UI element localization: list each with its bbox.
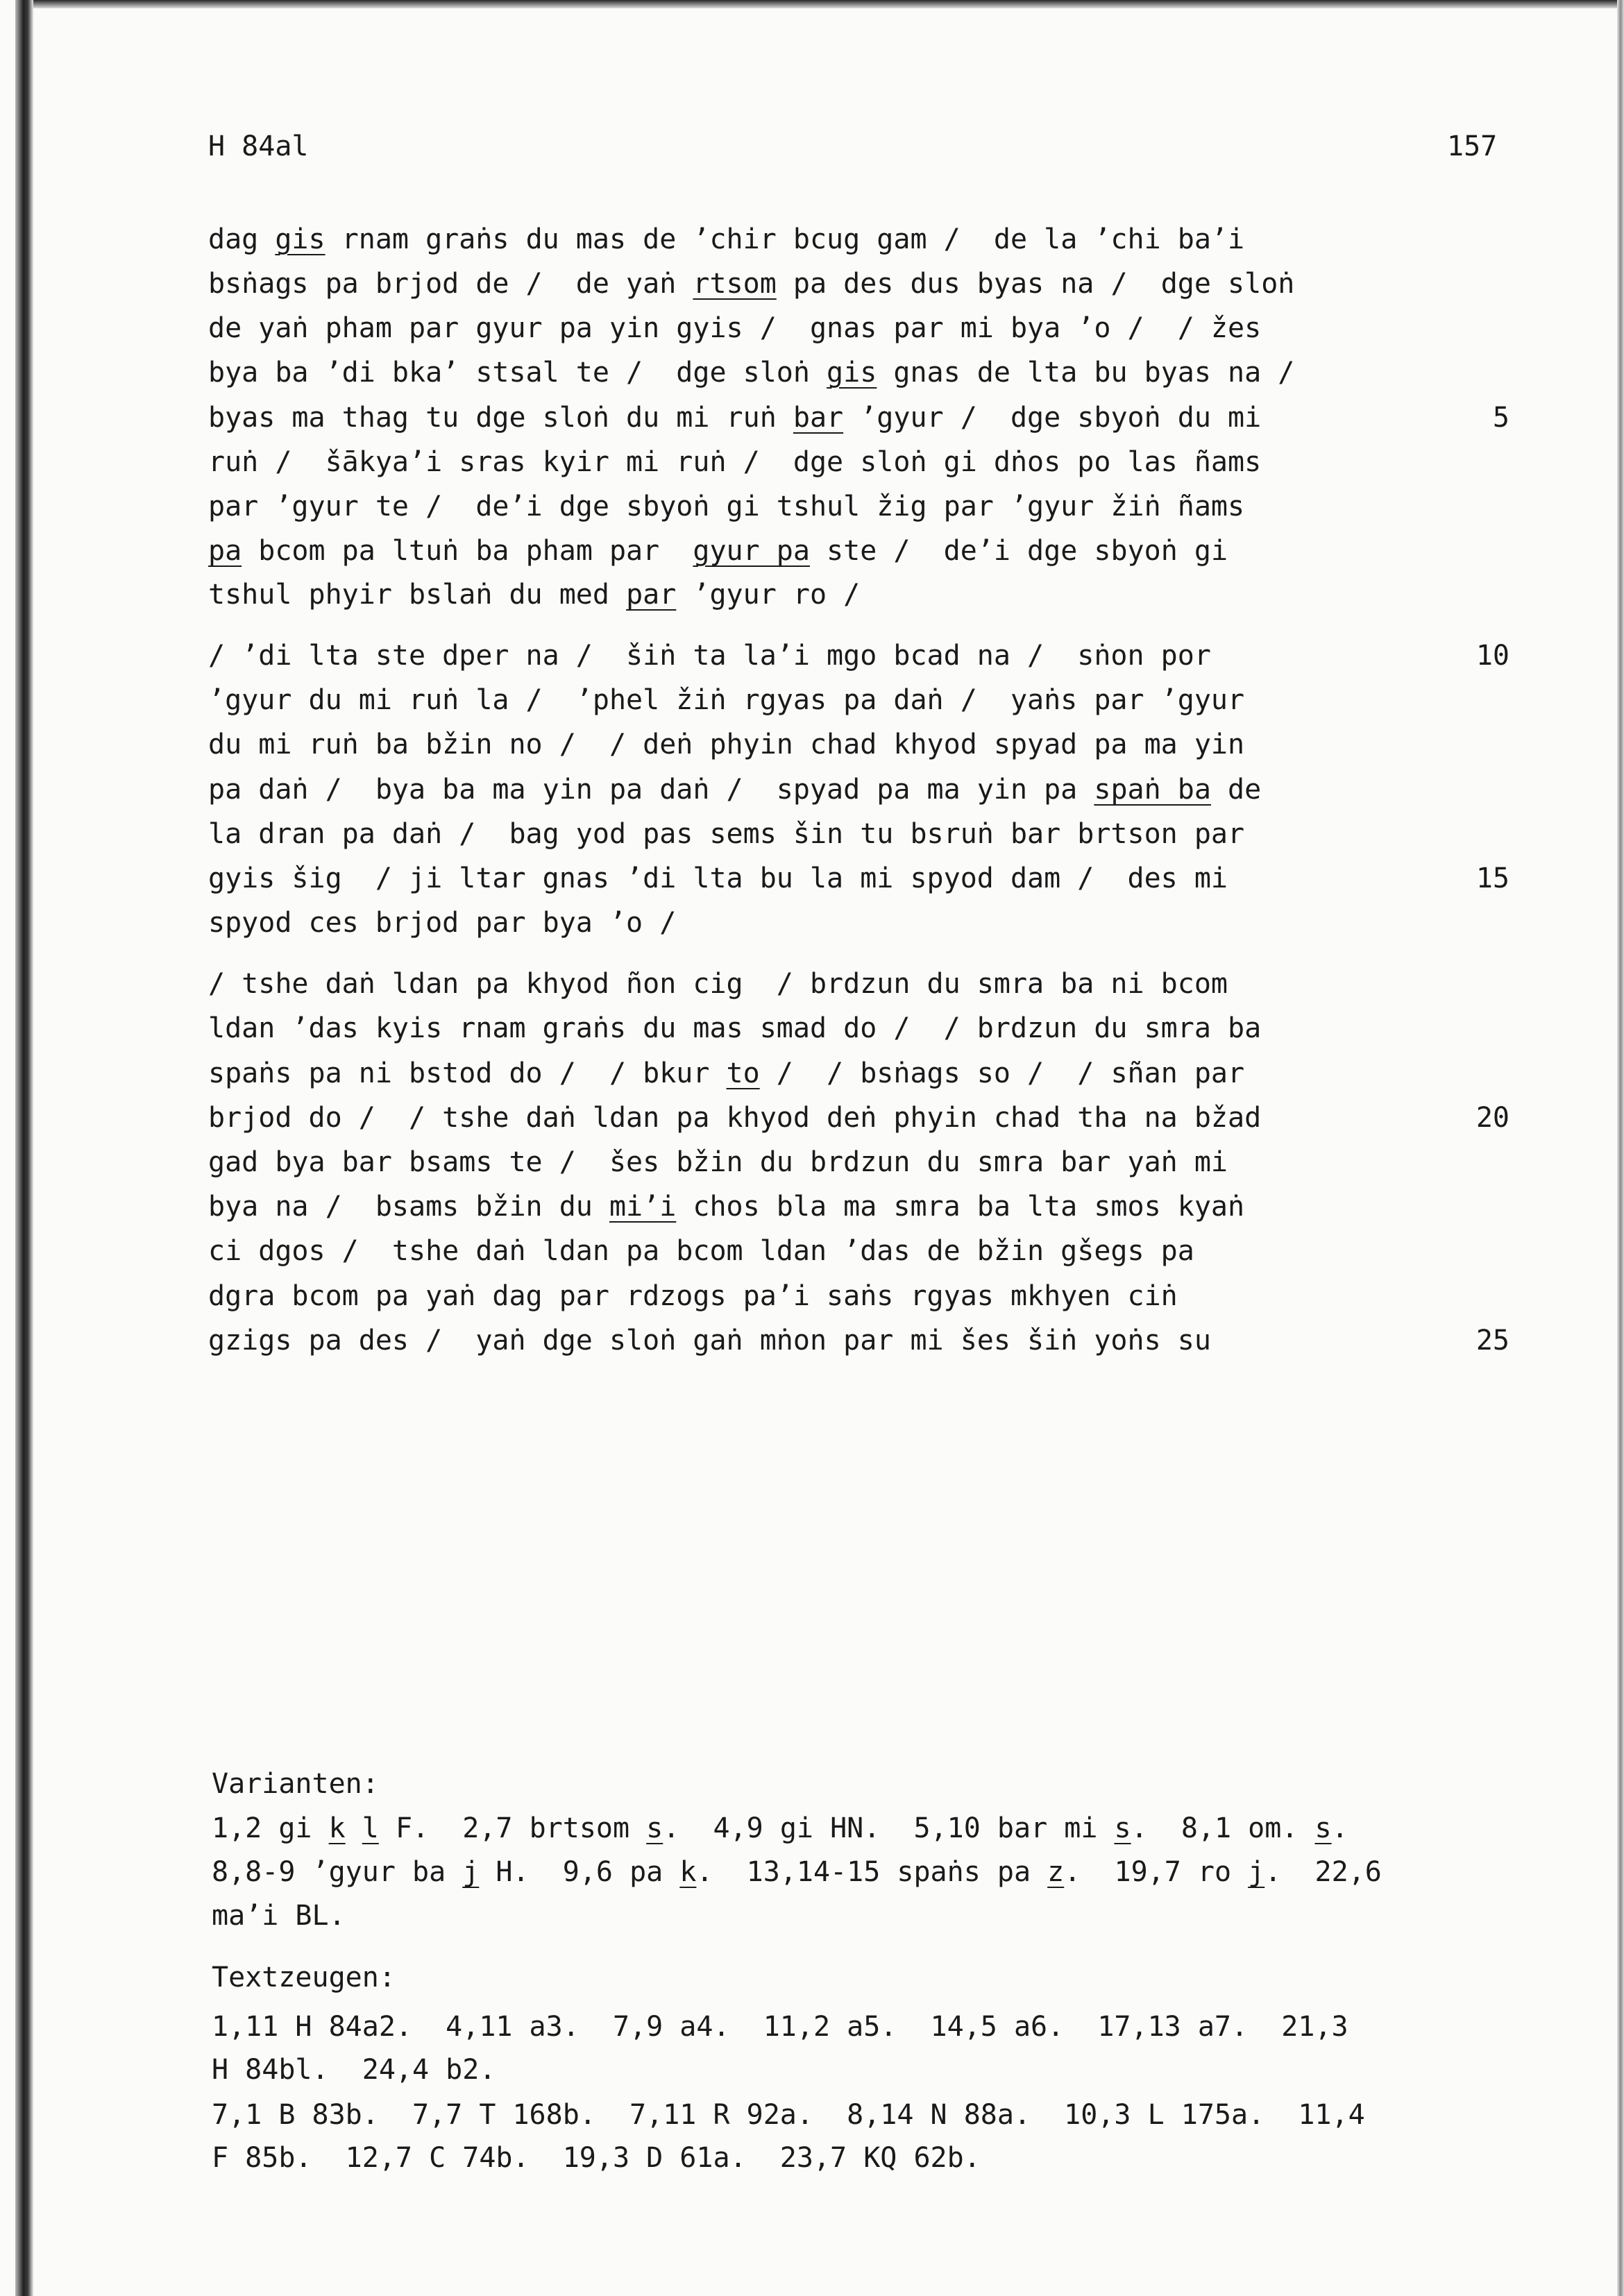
text-segment: 1,11 H 84a2. 4,11 a3. 7,9 a4. 11,2 a5. 14,5 a6. 17,13 a7. 21,3 [212, 2011, 1348, 2043]
apparatus-line [212, 1856, 1382, 1888]
text-segment: chos bla ma smra ba lta smos kyaṅ [676, 1191, 1245, 1223]
text-line [208, 774, 1261, 806]
apparatus-line [212, 1900, 346, 1932]
text-segment: dgra bcom pa yaṅ dag par rdzogs pa’i saṅs rgyas mkhyen ciṅ [208, 1280, 1178, 1312]
text-segment: gnas de lta bu byas na / [877, 357, 1295, 389]
text-line [208, 446, 1261, 478]
text-segment: ldan ’das kyis rnam graṅs du mas smad do / / brdzun du smra ba [208, 1012, 1262, 1044]
text-line [208, 640, 1211, 672]
text-segment: . 4,9 gi HN. 5,10 bar mi [663, 1812, 1115, 1844]
text-segment: gad bya bar bsams te / šes bžin du brdzun du smra bar yaṅ mi [208, 1146, 1228, 1178]
text-segment: bya na / bsams bžin du [208, 1191, 609, 1223]
text-segment: par ’gyur te / de’i dge sbyoṅ gi tshul žig par ’gyur žiṅ ñams [208, 491, 1245, 522]
text-segment: byas ma thag tu dge sloṅ du mi ruṅ [208, 402, 793, 434]
text-segment: ’gyur du mi ruṅ la / ’phel žiṅ rgyas pa daṅ / yaṅs par ’gyur [208, 684, 1245, 716]
underlined-word: mi’i [609, 1191, 677, 1223]
underlined-word: par [626, 579, 677, 611]
text-line [208, 579, 860, 611]
text-line [208, 1235, 1194, 1267]
text-segment: ste / de’i dge sbyoṅ gi [809, 535, 1228, 567]
underlined-word: spaṅ ba [1094, 774, 1211, 806]
underlined-word: bar [793, 402, 844, 434]
underlined-word: s [1114, 1812, 1131, 1844]
text-line [208, 1325, 1211, 1357]
text-segment: bya ba ’di bka’ stsal te / dge sloṅ [208, 357, 827, 389]
text-segment: gzigs pa des / yaṅ dge sloṅ gaṅ mṅon par mi šes šiṅ yoṅs su [208, 1325, 1211, 1357]
text-segment: F. 2,7 brtsom [378, 1812, 647, 1844]
text-line [208, 357, 1294, 389]
text-segment [346, 1812, 362, 1844]
text-line [208, 223, 1244, 255]
text-segment: 1,2 gi [212, 1812, 329, 1844]
text-segment: 7,1 B 83b. 7,7 T 168b. 7,11 R 92a. 8,14 N 88a. 10,3 L 175a. 11,4 [212, 2099, 1365, 2131]
underlined-word: j [462, 1856, 480, 1888]
text-segment: du mi ruṅ ba bžin no / / deṅ phyin chad khyod spyad pa ma yin [208, 729, 1245, 760]
underlined-word: gis [275, 223, 325, 255]
underlined-word: gis [827, 357, 877, 389]
text-segment: ’gyur ro / [676, 579, 861, 611]
text-segment: spyod ces brjod par bya ’o / [208, 907, 677, 939]
text-segment: pa des dus byas na / dge sloṅ [776, 268, 1295, 300]
underlined-word: z [1047, 1856, 1065, 1888]
underlined-word: rtsom [693, 268, 777, 300]
apparatus-line [212, 2011, 1348, 2043]
text-segment: F 85b. 12,7 C 74b. 19,3 D 61a. 23,7 KQ 62b. [212, 2142, 981, 2174]
text-line [208, 402, 1261, 434]
text-line [208, 1191, 1244, 1223]
text-segment: . 22,6 [1264, 1856, 1382, 1888]
line-number: 5 [1492, 402, 1509, 434]
text-segment: ma’i BL. [212, 1900, 346, 1932]
text-line [208, 1146, 1228, 1178]
text-segment: . [1331, 1812, 1348, 1844]
line-number: 20 [1475, 1102, 1509, 1134]
text-segment: la dran pa daṅ / bag yod pas sems šin tu bsruṅ bar brtson par [208, 818, 1245, 850]
text-segment: . 19,7 ro [1064, 1856, 1249, 1888]
page-edge-left [15, 0, 33, 2296]
underlined-word: gyur pa [693, 535, 810, 567]
text-line [208, 491, 1244, 522]
text-segment: 8,8-9 ’gyur ba [212, 1856, 463, 1888]
text-line [208, 862, 1228, 894]
text-line [208, 684, 1244, 716]
underlined-word: s [646, 1812, 663, 1844]
text-segment: ruṅ / šākya’i sras kyir mi ruṅ / dge sloṅ gi dṅos po las ñams [208, 446, 1262, 478]
apparatus-line [212, 1812, 1348, 1844]
text-segment: ’gyur / dge sbyoṅ du mi [843, 402, 1262, 434]
line-number: 25 [1475, 1325, 1509, 1357]
underlined-word: to [726, 1057, 760, 1089]
text-segment: . 8,1 om. [1131, 1812, 1315, 1844]
text-segment: H 84bl. 24,4 b2. [212, 2054, 496, 2086]
text-segment: tshul phyir bslaṅ du med [208, 579, 627, 611]
text-segment: gyis šig / ji ltar gnas ’di lta bu la mi spyod dam / des mi [208, 862, 1228, 894]
text-segment: ci dgos / tshe daṅ ldan pa bcom ldan ’das de bžin gšegs pa [208, 1235, 1194, 1267]
varianten-heading: Varianten: [212, 1768, 379, 1800]
text-segment: dag [208, 223, 276, 255]
line-number: 15 [1475, 862, 1509, 894]
apparatus-line [212, 2099, 1365, 2131]
text-segment: bcom pa ltuṅ ba pham par [242, 535, 693, 567]
apparatus-line [212, 2054, 496, 2086]
text-line [208, 968, 1228, 1000]
underlined-word: l [362, 1812, 379, 1844]
underlined-word: k [679, 1856, 697, 1888]
text-line [208, 535, 1228, 567]
text-segment: / tshe daṅ ldan pa khyod ñon cig / brdzun du smra ba ni bcom [208, 968, 1228, 1000]
underlined-word: j [1248, 1856, 1265, 1888]
text-segment: / / bsṅags so / / sñan par [759, 1057, 1245, 1089]
text-segment: bsṅags pa brjod de / de yaṅ [208, 268, 693, 300]
page-header-siglum: H 84al [208, 130, 309, 162]
line-number: 10 [1475, 640, 1509, 672]
text-line [208, 1012, 1261, 1044]
text-segment: pa daṅ / bya ba ma yin pa daṅ / spyad pa ma yin pa [208, 774, 1094, 806]
text-segment: de [1210, 774, 1262, 806]
underlined-word: s [1314, 1812, 1332, 1844]
text-segment: spaṅs pa ni bstod do / / bkur [208, 1057, 727, 1089]
text-segment: brjod do / / tshe daṅ ldan pa khyod deṅ phyin chad tha na bžad [208, 1102, 1262, 1134]
text-line [208, 268, 1294, 300]
page-number: 157 [1447, 130, 1498, 162]
text-line [208, 907, 676, 939]
underlined-word: k [328, 1812, 346, 1844]
text-line [208, 1057, 1244, 1089]
page-edge-top [15, 0, 1624, 8]
page-edge-right [1617, 0, 1624, 2296]
apparatus-line [212, 2142, 981, 2174]
text-segment: . 13,14-15 spaṅs pa [696, 1856, 1048, 1888]
text-line [208, 1280, 1178, 1312]
underlined-word: pa [208, 535, 242, 567]
text-line [208, 818, 1244, 850]
text-segment: / ’di lta ste dper na / šiṅ ta la’i mgo bcad na / sṅon por [208, 640, 1211, 672]
text-line [208, 1102, 1261, 1134]
text-segment: de yaṅ pham par gyur pa yin gyis / gnas par mi bya ’o / / žes [208, 312, 1262, 344]
text-line [208, 312, 1261, 344]
text-segment: rnam graṅs du mas de ’chir bcug gam / de la ’chi ba’i [325, 223, 1245, 255]
textzeugen-heading: Textzeugen: [212, 1962, 396, 1993]
text-segment: H. 9,6 pa [479, 1856, 680, 1888]
text-line [208, 729, 1244, 760]
